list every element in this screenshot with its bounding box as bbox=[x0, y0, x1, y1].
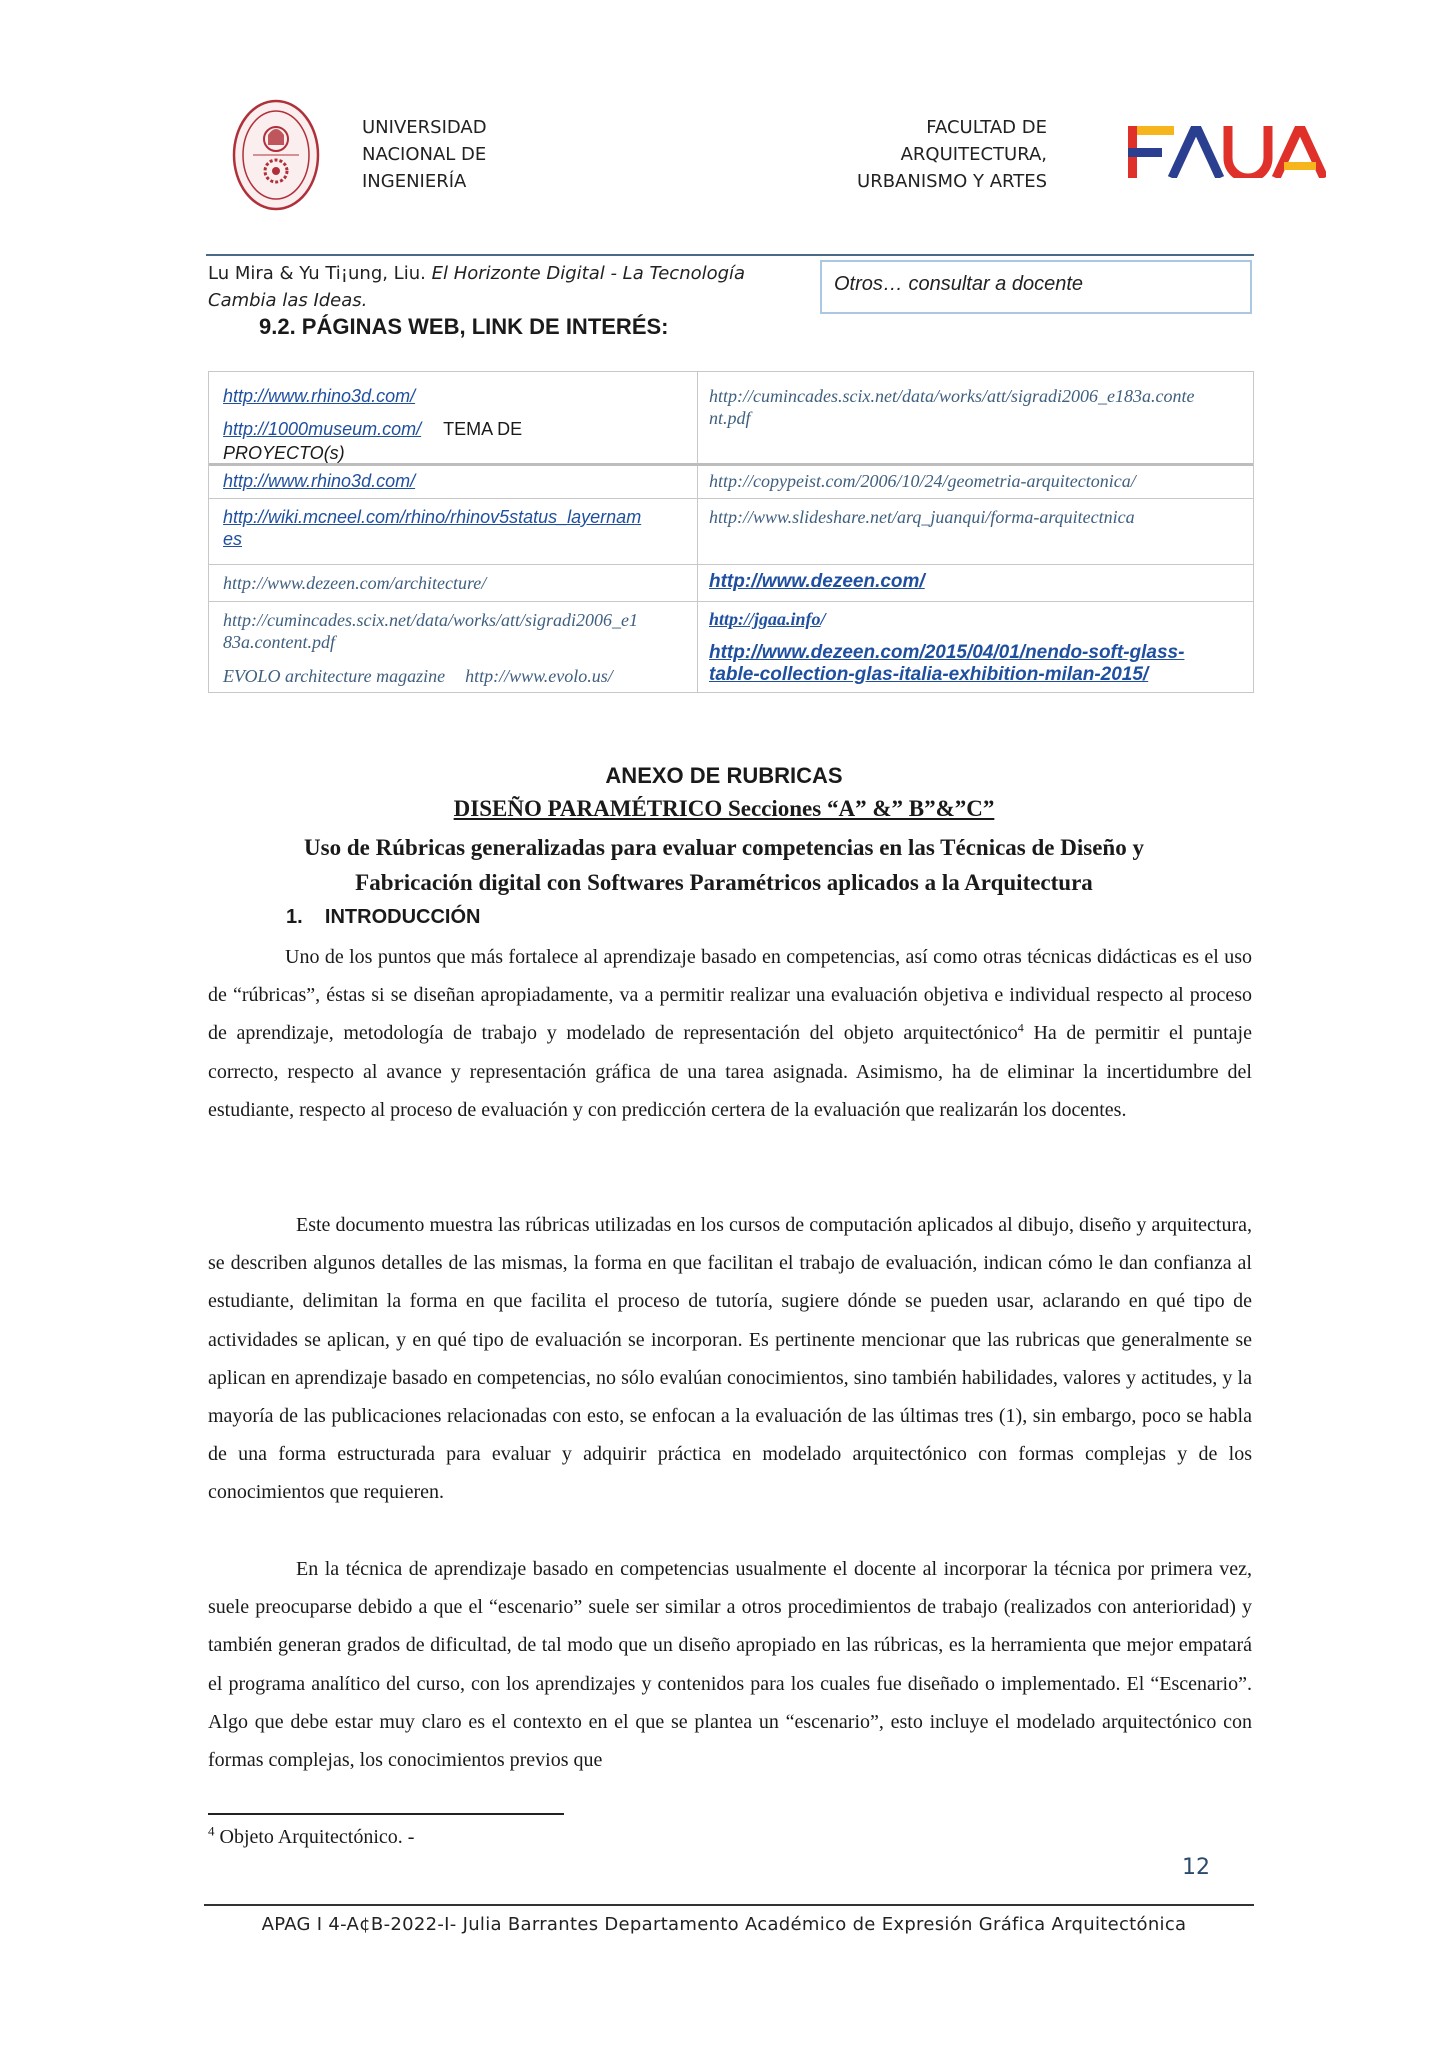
table-cell bbox=[709, 470, 1136, 492]
link-dezeen[interactable]: http://www.dezeen.com/ bbox=[709, 571, 925, 592]
link-rhino3d[interactable]: http://www.rhino3d.com/ bbox=[223, 386, 416, 406]
paragraph-3: En la técnica de aprendizaje basado en competencias usualmente el docente al incorporar la técnica por primera vez, suele preocuparse debido a que el “escenario” suele ser similar a otros procedimientos de trabajo (realizados con anterioridad) y también generan grados de dificultad, de tal modo que un diseño apropiado en las rúbricas, es la herramienta que mejor empatará el programa analítico del curso, con los aprendizajes y contenidos para los cuales fue diseñado o implementado. El “Escenario”. Algo que debe estar muy claro es el contexto en el que se plantea un “escenario”, esto incluye el modelado arquitectónico con formas complejas, los conocimientos previos que bbox=[208, 1558, 1252, 1772]
link-rhino3d-2[interactable]: http://www.rhino3d.com/ bbox=[223, 471, 416, 491]
footnote-ref[interactable]: 4 bbox=[1017, 1020, 1024, 1035]
column-divider bbox=[697, 372, 698, 692]
link-evolo[interactable]: http://www.evolo.us/ bbox=[465, 666, 613, 686]
footer-text: APAG I 4-A¢B-2022-I- Julia Barrantes Departamento Académico de Expresión Gráfica Arquitectónica bbox=[261, 1914, 1187, 1935]
link-mcneel-wiki[interactable]: http://wiki.mcneel.com/rhino/rhinov5status_layernam es bbox=[223, 507, 642, 549]
faculty-name bbox=[857, 114, 1047, 195]
intro-heading: 1. INTRODUCCIÓN bbox=[286, 906, 481, 928]
annex-subtitle: DISEÑO PARAMÉTRICO Secciones “A” &” B”&”C” bbox=[453, 796, 995, 821]
university-line: NACIONAL DE bbox=[362, 144, 487, 165]
annex-description bbox=[0, 830, 1448, 900]
annex-title: ANEXO DE RUBRICAS bbox=[605, 763, 843, 788]
table-cell bbox=[709, 506, 1135, 528]
link-dezeen-nendo[interactable]: http://www.dezeen.com/2015/04/01/nendo-soft-glass- table-collection-glas-italia-exhibition-milan-2015/ bbox=[709, 642, 1185, 685]
university-line: INGENIERÍA bbox=[362, 171, 467, 192]
link-cumincades-1[interactable]: http://cumincades.scix.net/data/works/att/sigradi2006_e183a.conte nt.pdf bbox=[709, 386, 1195, 428]
university-line: UNIVERSIDAD bbox=[362, 117, 487, 138]
reference-other: Otros… consultar a docente bbox=[820, 260, 1252, 314]
table-cell bbox=[223, 609, 693, 687]
link-cumincades-2[interactable]: http://cumincades.scix.net/data/works/att/sigradi2006_e1 83a.content.pdf bbox=[223, 610, 638, 652]
link-dezeen-architecture[interactable]: http://www.dezeen.com/architecture/ bbox=[223, 573, 487, 593]
table-cell bbox=[223, 506, 693, 550]
reference-citation bbox=[208, 260, 798, 314]
paragraph-1: Uno de los puntos que más fortalece al aprendizaje basado en competencias, así como otras técnicas didácticas es el uso de “rúbricas”, éstas si se diseñan apropiadamente, va a permitir realizar una evaluación objetiva e individual respecto al proceso de aprendizaje, metodología de trabajo y modelado de representación del objeto arquitectónico$^4$ Ha de permitir el puntaje correcto, respecto al avance y representación gráfica de una tarea asignada. Asimismo, ha de eliminar la incertidumbre del estudiante, respecto al proceso de evaluación y con predicción certera de la evaluación que realizarán los docentes. bbox=[208, 946, 1252, 1121]
faculty-line: URBANISMO Y ARTES bbox=[857, 171, 1047, 192]
link-jgaa[interactable]: http://jgaa.info bbox=[709, 609, 821, 629]
footnote: $^4$ Objeto Arquitectónico. - bbox=[208, 1823, 415, 1848]
footnote-divider bbox=[208, 1813, 564, 1815]
jgaa-slash: / bbox=[820, 609, 826, 629]
project-note: TEMA DE bbox=[443, 419, 523, 439]
table-cell bbox=[223, 385, 693, 466]
footer-divider bbox=[204, 1904, 1254, 1906]
evolo-magazine-label: EVOLO architecture magazine bbox=[223, 666, 446, 686]
table-cell bbox=[709, 385, 1249, 429]
reference-title-line2: Cambia las Ideas. bbox=[208, 290, 368, 311]
reference-authors: Lu Mira & Yu Ti¡ung, Liu. bbox=[208, 263, 426, 284]
link-copypeist[interactable]: http://copypeist.com/2006/10/24/geometria-arquitectonica/ bbox=[709, 471, 1136, 491]
row-divider bbox=[209, 564, 1253, 565]
annex-description-line: Fabricación digital con Softwares Paramétricos aplicados a la Arquitectura bbox=[355, 870, 1093, 895]
table-cell bbox=[709, 571, 925, 593]
web-links-table bbox=[208, 371, 1254, 693]
table-cell bbox=[223, 470, 415, 492]
faculty-line: FACULTAD DE bbox=[926, 117, 1047, 138]
annex-description-line: Uso de Rúbricas generalizadas para evaluar competencias en las Técnicas de Diseño y bbox=[304, 835, 1144, 860]
table-cell bbox=[223, 572, 486, 594]
faculty-line: ARQUITECTURA, bbox=[900, 144, 1047, 165]
university-seal-icon bbox=[231, 97, 321, 213]
project-note-line2: PROYECTO(s) bbox=[223, 443, 345, 463]
section-title: 9.2. PÁGINAS WEB, LINK DE INTERÉS: bbox=[259, 314, 669, 339]
reference-table bbox=[206, 254, 1254, 318]
paragraph-2: Este documento muestra las rúbricas utilizadas en los cursos de computación aplicados al dibujo, diseño y arquitectura, se describen algunos detalles de las mismas, la forma en que facilitan el trabajo de evaluación, indican cómo le dan confianza al estudiante, delimitan la forma en que facilita el proceso de tutoría, sugiere dónde se pueden usar, aclarando en qué tipo de actividades se aplican, y en qué tipo de evaluación se incorporan. Es pertinente mencionar que las rubricas que generalmente se aplican en aprendizaje basado en competencias, no sólo evalúan conocimientos, sino también habilidades, valores y actitudes, y la mayoría de las publicaciones relacionadas con esto, se enfocan a la evaluación de las últimas tres (1), sin embargo, poco se habla de una forma estructurada para evaluar y adquirir práctica en modelado arquitectónico con formas complejas y de los conocimientos que requieren. bbox=[208, 1214, 1252, 1504]
row-divider bbox=[209, 601, 1253, 602]
row-divider bbox=[209, 498, 1253, 499]
faua-logo bbox=[1128, 126, 1326, 178]
university-name bbox=[362, 114, 487, 195]
link-slideshare[interactable]: http://www.slideshare.net/arq_juanqui/forma-arquitectnica bbox=[709, 507, 1135, 527]
table-cell bbox=[709, 609, 1249, 686]
reference-title: El Horizonte Digital - La Tecnología bbox=[431, 263, 746, 284]
link-1000museum[interactable]: http://1000museum.com/ bbox=[223, 419, 422, 439]
page-number: 12 bbox=[1182, 1855, 1210, 1880]
